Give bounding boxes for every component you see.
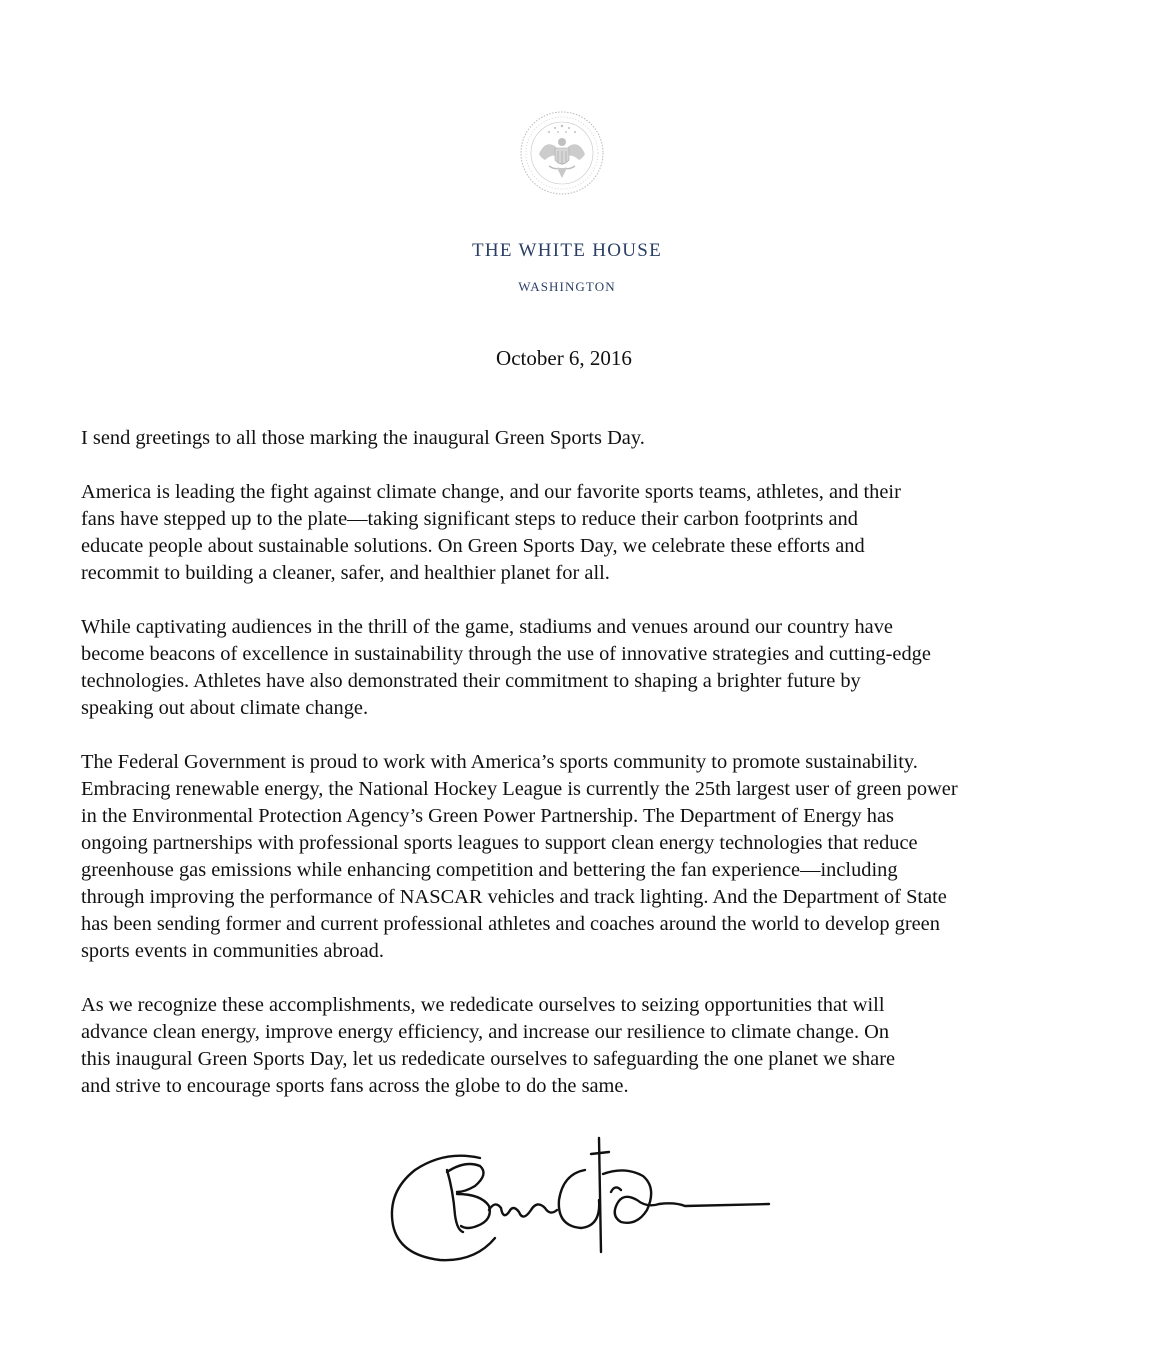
handwritten-signature-icon (385, 1130, 775, 1280)
text-line: technologies. Athletes have also demonstrated their commitment to shaping a brighter future by (81, 670, 861, 692)
text-line: I send greetings to all those marking the inaugural Green Sports Day. (81, 427, 645, 449)
letter-body (81, 425, 1121, 1127)
text-line: Embracing renewable energy, the National Hockey League is currently the 25th largest user of green power (81, 778, 958, 800)
text-line: educate people about sustainable solutions. On Green Sports Day, we celebrate these efforts and (81, 535, 865, 557)
text-line: through improving the performance of NASCAR vehicles and track lighting. And the Department of State (81, 886, 947, 908)
paragraph (81, 992, 1121, 1100)
text-line: America is leading the fight against climate change, and our favorite sports teams, athletes, and their (81, 481, 901, 503)
letterhead-subtitle: WASHINGTON (518, 279, 616, 294)
paragraph (81, 614, 1121, 722)
text-line: and strive to encourage sports fans across the globe to do the same. (81, 1075, 629, 1097)
text-line: greenhouse gas emissions while enhancing competition and bettering the fan experience—including (81, 859, 898, 881)
text-line: become beacons of excellence in sustainability through the use of innovative strategies and cutting-edge (81, 643, 931, 665)
paragraph (81, 425, 1121, 452)
text-line: ongoing partnerships with professional sports leagues to support clean energy technologies that reduce (81, 832, 918, 854)
text-line: advance clean energy, improve energy efficiency, and increase our resilience to climate change. On (81, 1021, 890, 1043)
text-line: While captivating audiences in the thrill of the game, stadiums and venues around our country have (81, 616, 893, 638)
text-line: sports events in communities abroad. (81, 940, 384, 962)
text-line: has been sending former and current professional athletes and coaches around the world to develop green (81, 913, 940, 935)
text-line: The Federal Government is proud to work with America’s sports community to promote sustainability. (81, 751, 918, 773)
letterhead-title: THE WHITE HOUSE (471, 240, 663, 261)
paragraph (81, 479, 1121, 587)
text-line: recommit to building a cleaner, safer, and healthier planet for all. (81, 562, 610, 584)
presidential-seal-icon (519, 110, 605, 196)
text-line: speaking out about climate change. (81, 697, 369, 719)
text-line: fans have stepped up to the plate—taking significant steps to reduce their carbon footprints and (81, 508, 858, 530)
text-line: As we recognize these accomplishments, we rededicate ourselves to seizing opportunities that will (81, 994, 885, 1016)
paragraph (81, 749, 1121, 965)
letter-date: October 6, 2016 (496, 346, 632, 370)
text-line: in the Environmental Protection Agency’s Green Power Partnership. The Department of Energy has (81, 805, 894, 827)
text-line: this inaugural Green Sports Day, let us rededicate ourselves to safeguarding the one planet we share (81, 1048, 896, 1070)
